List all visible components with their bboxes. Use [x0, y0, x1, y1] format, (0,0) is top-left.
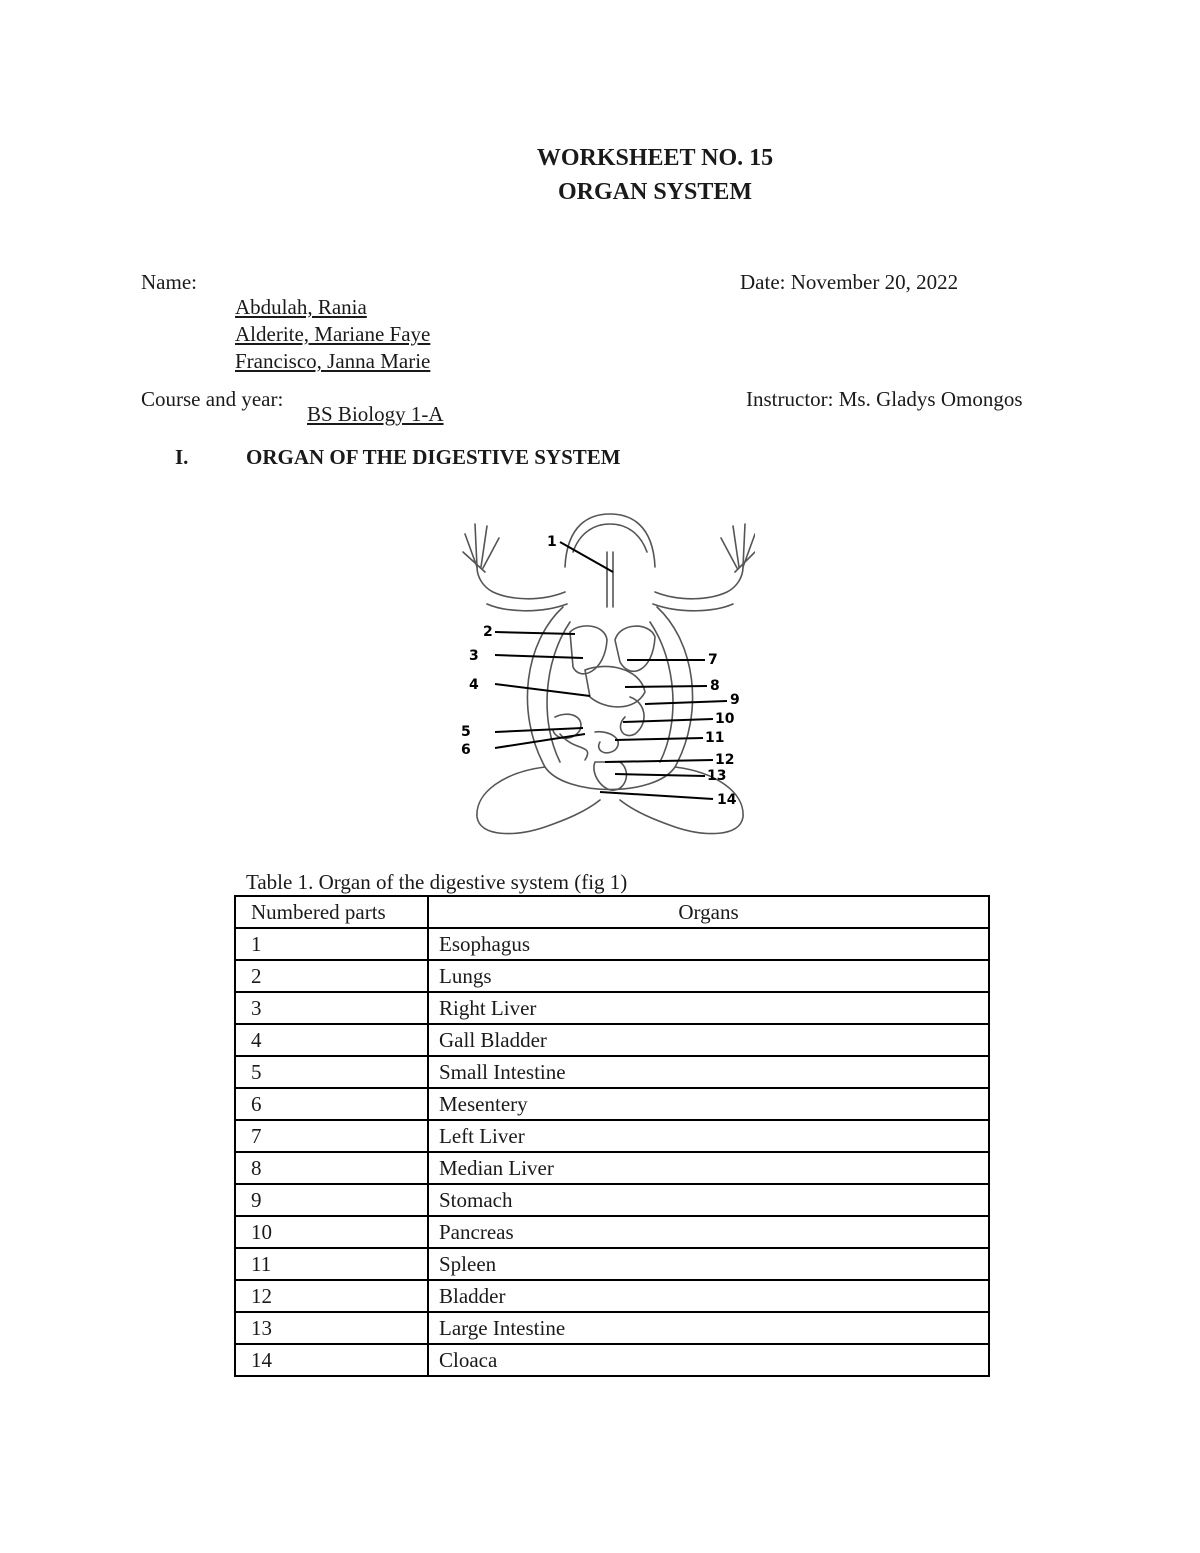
- organ-name-cell: Left Liver: [428, 1120, 989, 1152]
- table-row: [235, 1248, 989, 1280]
- part-number-cell: 8: [235, 1152, 428, 1184]
- part-number-cell: 6: [235, 1088, 428, 1120]
- table-row: [235, 1120, 989, 1152]
- figure-label: 13: [707, 768, 727, 784]
- table-row: [235, 1280, 989, 1312]
- part-number-cell: 3: [235, 992, 428, 1024]
- organ-name-cell: Large Intestine: [428, 1312, 989, 1344]
- table-row: [235, 1216, 989, 1248]
- organ-name-cell: Spleen: [428, 1248, 989, 1280]
- organ-name-cell: Lungs: [428, 960, 989, 992]
- part-number-cell: 5: [235, 1056, 428, 1088]
- organ-name-cell: Bladder: [428, 1280, 989, 1312]
- figure-label: 1: [547, 534, 557, 550]
- organ-name-cell: Pancreas: [428, 1216, 989, 1248]
- table-row: [235, 1312, 989, 1344]
- table-row: [235, 928, 989, 960]
- part-number-cell: 13: [235, 1312, 428, 1344]
- part-number-cell: 1: [235, 928, 428, 960]
- course-label: Course and year:: [141, 387, 284, 411]
- part-number-cell: 2: [235, 960, 428, 992]
- student-name: Francisco, Janna Marie: [235, 349, 431, 373]
- part-number-cell: 11: [235, 1248, 428, 1280]
- frog-left-arm: [477, 567, 565, 599]
- worksheet-subtitle: ORGAN SYSTEM: [557, 179, 753, 205]
- part-number-cell: 4: [235, 1024, 428, 1056]
- organ-name-cell: Cloaca: [428, 1344, 989, 1376]
- figure-label: 11: [705, 730, 725, 746]
- figure-label: 14: [717, 792, 737, 808]
- table-row: [235, 960, 989, 992]
- organ-name-cell: Right Liver: [428, 992, 989, 1024]
- part-number-cell: 9: [235, 1184, 428, 1216]
- section-title: ORGAN OF THE DIGESTIVE SYSTEM: [246, 445, 621, 469]
- organ-name-cell: Small Intestine: [428, 1056, 989, 1088]
- table-row: [235, 992, 989, 1024]
- bladder-shape: [594, 762, 627, 790]
- figure-label: 5: [461, 724, 471, 740]
- table-header-row: [235, 896, 989, 928]
- worksheet-title: WORKSHEET NO. 15: [536, 145, 774, 171]
- organ-name-cell: Esophagus: [428, 928, 989, 960]
- course-value: BS Biology 1-A: [307, 402, 444, 426]
- part-number-cell: 12: [235, 1280, 428, 1312]
- date-label: Date: November 20, 2022: [740, 270, 959, 294]
- part-number-cell: 10: [235, 1216, 428, 1248]
- organ-name-cell: Mesentery: [428, 1088, 989, 1120]
- organ-name-cell: Median Liver: [428, 1152, 989, 1184]
- table-row: [235, 1056, 989, 1088]
- figure-label: 7: [708, 652, 718, 668]
- column-header-organs: Organs: [428, 896, 989, 928]
- organ-name-cell: Gall Bladder: [428, 1024, 989, 1056]
- section-number: I.: [175, 445, 189, 469]
- frog-left-leg: [477, 767, 600, 834]
- table-row: [235, 1152, 989, 1184]
- stomach-shape: [620, 697, 644, 736]
- organs-table: [234, 895, 990, 1377]
- figure-label: 4: [469, 677, 479, 693]
- table-row: [235, 1184, 989, 1216]
- table-row: [235, 1088, 989, 1120]
- part-number-cell: 7: [235, 1120, 428, 1152]
- instructor-label: Instructor: Ms. Gladys Omongos: [746, 387, 1023, 411]
- name-label: Name:: [141, 270, 197, 294]
- student-name: Alderite, Mariane Faye: [235, 322, 431, 346]
- figure-label: 9: [730, 692, 740, 708]
- table-row: [235, 1024, 989, 1056]
- column-header-numbered-parts: Numbered parts: [235, 896, 428, 928]
- part-number-cell: 14: [235, 1344, 428, 1376]
- figure-label: 12: [715, 752, 735, 768]
- figure-label: 6: [461, 742, 471, 758]
- frog-right-arm: [655, 567, 743, 599]
- figure-label: 3: [469, 648, 479, 664]
- student-name: Abdulah, Rania: [235, 295, 367, 319]
- frog-diagram: [455, 512, 755, 842]
- table-caption: Table 1. Organ of the digestive system (fig 1): [246, 870, 628, 894]
- figure-label: 10: [715, 711, 735, 727]
- organ-name-cell: Stomach: [428, 1184, 989, 1216]
- figure-label: 8: [710, 678, 720, 694]
- table-row: [235, 1344, 989, 1376]
- figure-label: 2: [483, 624, 493, 640]
